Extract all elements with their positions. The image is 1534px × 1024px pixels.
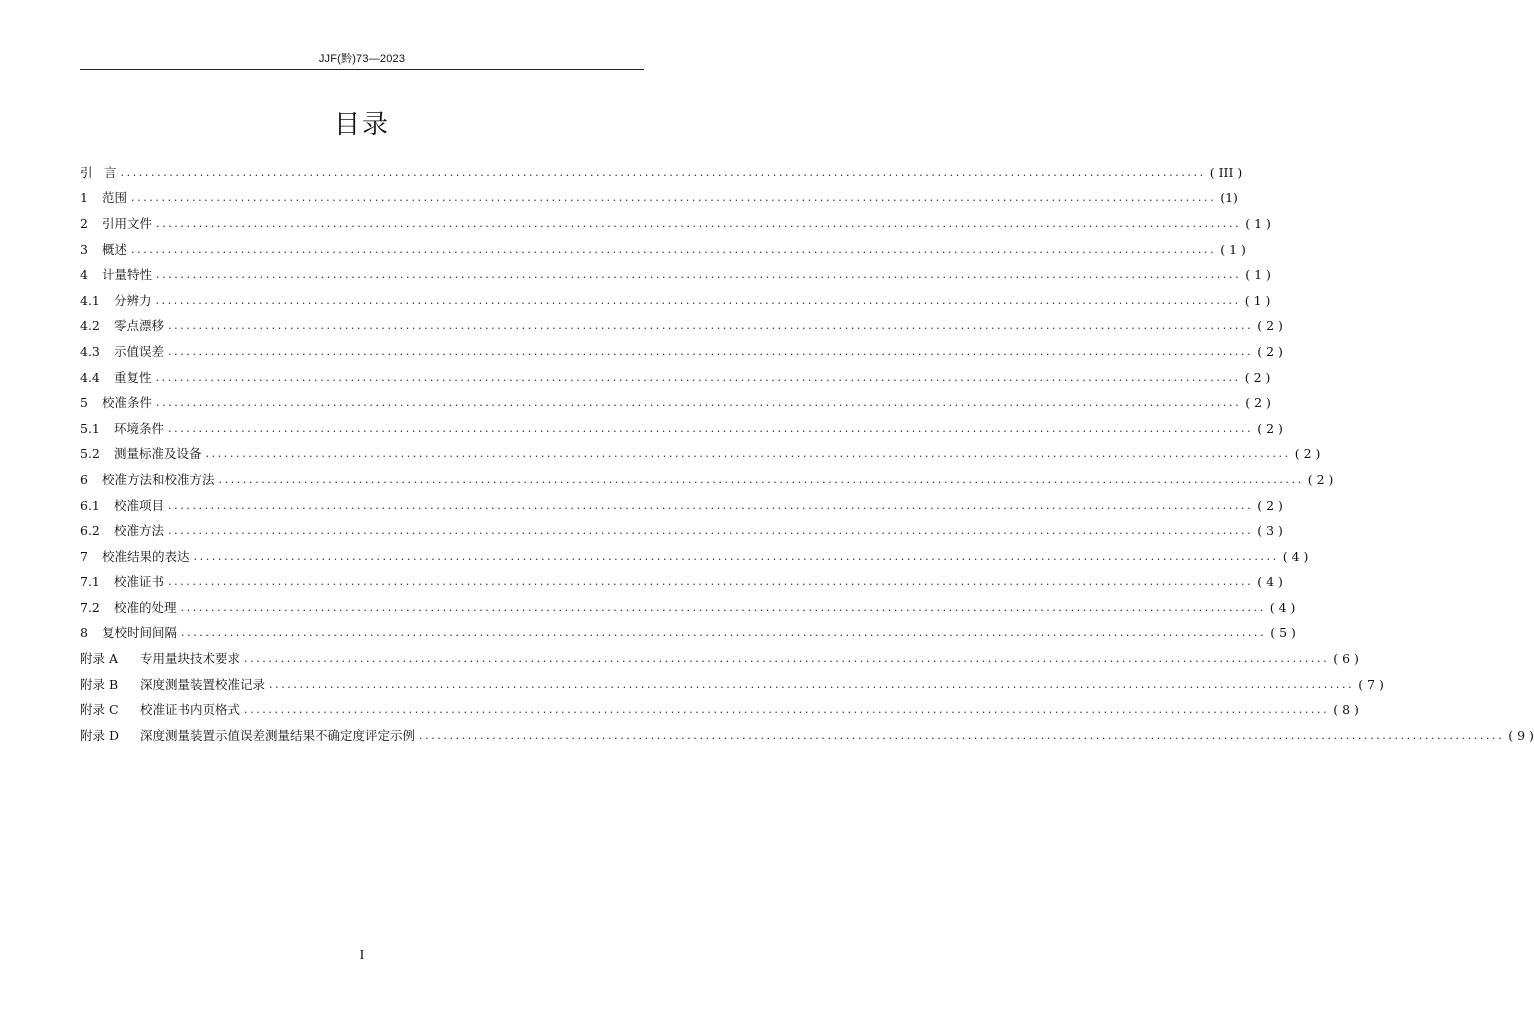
toc-entry-page: ( 4 ) xyxy=(1269,599,1296,615)
toc-entry-number: 3 xyxy=(80,241,88,257)
toc-entry[interactable] xyxy=(80,390,1271,416)
toc-leader-dots: .................................................................................................................................................................................. xyxy=(168,344,1254,358)
toc-entry-page: ( 2 ) xyxy=(1307,471,1334,487)
toc-entry[interactable] xyxy=(80,211,1271,237)
toc-entry-page: ( 8 ) xyxy=(1333,702,1359,718)
toc-leader-dots: .................................................................................................................................................................................. xyxy=(180,600,1266,614)
toc-entry[interactable] xyxy=(80,365,1271,391)
toc-entry-label: 校准证书内页格式 xyxy=(140,702,241,718)
toc-entry[interactable] xyxy=(80,186,1238,212)
toc-entry-number: 8 xyxy=(80,625,88,641)
toc-leader-dots: .................................................................................................................................................................................. xyxy=(419,728,1505,742)
toc-entry-number: 4.4 xyxy=(80,369,100,385)
toc-entry-number: 7.1 xyxy=(80,574,100,590)
toc-leader-dots: .................................................................................................................................................................................. xyxy=(131,191,1217,205)
toc-leader-dots: .................................................................................................................................................................................. xyxy=(156,268,1242,282)
toc-entry-label: 测量标准及设备 xyxy=(114,446,202,462)
toc-entry-page: ( 3 ) xyxy=(1257,523,1283,539)
toc-entry-page: ( 2 ) xyxy=(1294,446,1321,462)
toc-entry[interactable] xyxy=(80,697,1359,723)
toc-leader-dots: .................................................................................................................................................................................. xyxy=(205,447,1291,461)
page-number: I xyxy=(359,948,365,963)
toc-entry-label: 零点漂移 xyxy=(114,318,165,334)
toc-entry-label: 示值误差 xyxy=(114,343,165,359)
toc-entry[interactable] xyxy=(80,544,1309,570)
toc-entry-label: 校准方法 xyxy=(114,523,165,539)
toc-entry-number: 5.2 xyxy=(80,446,100,462)
toc-leader-dots: .................................................................................................................................................................................. xyxy=(168,575,1254,589)
toc-title: 目录 xyxy=(333,110,390,140)
toc-entry-page: ( 2 ) xyxy=(1245,395,1271,411)
toc-leader-dots: .................................................................................................................................................................................. xyxy=(269,677,1355,691)
toc-entry[interactable] xyxy=(80,160,1243,186)
toc-leader-dots: .................................................................................................................................................................................. xyxy=(168,498,1254,512)
toc-entry-number: 6.2 xyxy=(80,523,100,539)
toc-entry-page: ( 5 ) xyxy=(1270,625,1296,641)
toc-entry-label: 校准的处理 xyxy=(114,599,177,615)
toc-entry-number: 1 xyxy=(80,190,88,206)
toc-entry-label: 校准项目 xyxy=(114,497,165,513)
toc-entry[interactable] xyxy=(80,339,1283,365)
table-of-contents xyxy=(80,160,1534,749)
toc-entry-page: ( 9 ) xyxy=(1508,727,1534,743)
toc-entry-number: 附录 C xyxy=(80,702,119,718)
toc-entry-page: ( 6 ) xyxy=(1333,651,1359,667)
toc-entry-number: 附录 D xyxy=(80,727,119,743)
toc-entry[interactable] xyxy=(80,518,1283,544)
toc-entry-page: ( 1 ) xyxy=(1220,241,1246,257)
toc-entry-number: 7.2 xyxy=(80,599,100,615)
toc-entry[interactable] xyxy=(80,672,1384,698)
toc-entry-number: 6.1 xyxy=(80,497,100,513)
toc-leader-dots: .................................................................................................................................................................................. xyxy=(131,242,1217,256)
toc-entry-number: 5 xyxy=(80,395,88,411)
toc-entry-number: 5.1 xyxy=(80,420,100,436)
toc-leader-dots: .................................................................................................................................................................................. xyxy=(156,216,1242,230)
toc-leader-dots: .................................................................................................................................................................................. xyxy=(193,549,1279,563)
toc-entry-page: ( 1 ) xyxy=(1245,267,1271,283)
toc-entry-label: 复校时间间隔 xyxy=(102,625,178,641)
toc-entry[interactable] xyxy=(80,595,1296,621)
toc-entry-label: 引用文件 xyxy=(102,215,153,231)
toc-entry-label: 校准证书 xyxy=(114,574,165,590)
toc-entry-page: ( 4 ) xyxy=(1282,548,1309,564)
page-header-code: JJF(黔)73—2023 xyxy=(318,53,406,65)
toc-entry[interactable] xyxy=(80,467,1334,493)
toc-entry[interactable] xyxy=(80,314,1283,340)
toc-entry-label: 校准条件 xyxy=(102,395,153,411)
toc-entry-number: 6 xyxy=(80,471,88,487)
toc-entry-label: 校准结果的表达 xyxy=(102,548,190,564)
toc-entry[interactable] xyxy=(80,621,1296,647)
toc-entry-number: 附录 A xyxy=(80,651,119,667)
toc-entry-label: 范围 xyxy=(102,190,128,206)
toc-entry-number: 7 xyxy=(80,548,88,564)
toc-entry[interactable] xyxy=(80,570,1283,596)
toc-entry-label: 重复性 xyxy=(114,369,152,385)
toc-entry-page: ( 1 ) xyxy=(1245,215,1271,231)
toc-entry-page: ( 2 ) xyxy=(1257,497,1283,513)
toc-leader-dots: .................................................................................................................................................................................. xyxy=(155,370,1241,384)
toc-entry[interactable] xyxy=(80,493,1283,519)
toc-entry[interactable] xyxy=(80,288,1271,314)
toc-entry-page: ( 1 ) xyxy=(1244,292,1271,308)
toc-entry-label: 计量特性 xyxy=(102,267,153,283)
toc-entry-label: 概述 xyxy=(102,241,128,257)
toc-entry[interactable] xyxy=(80,646,1359,672)
toc-entry-number: 4.2 xyxy=(80,318,100,334)
toc-leader-dots: .................................................................................................................................................................................. xyxy=(155,293,1241,307)
toc-entry[interactable] xyxy=(80,237,1246,263)
toc-entry-page: ( 4 ) xyxy=(1257,574,1283,590)
toc-entry-label: 环境条件 xyxy=(114,420,165,436)
toc-entry[interactable] xyxy=(80,442,1321,468)
toc-entry-page: (1) xyxy=(1220,190,1238,206)
toc-entry-number: 4 xyxy=(80,267,88,283)
toc-leader-dots: .................................................................................................................................................................................. xyxy=(168,524,1254,538)
toc-leader-dots: .................................................................................................................................................................................. xyxy=(181,626,1267,640)
toc-entry-page: ( 2 ) xyxy=(1244,369,1271,385)
toc-entry-page: ( 2 ) xyxy=(1257,420,1283,436)
header-rule xyxy=(80,69,644,70)
toc-entry-number: 附录 B xyxy=(80,676,119,692)
toc-entry-label: 言 xyxy=(104,164,117,180)
toc-entry-label: 分辨力 xyxy=(114,292,152,308)
toc-leader-dots: .................................................................................................................................................................................. xyxy=(168,421,1254,435)
toc-entry-page: ( 2 ) xyxy=(1257,318,1283,334)
toc-entry[interactable] xyxy=(80,723,1534,749)
toc-leader-dots: .................................................................................................................................................................................. xyxy=(120,165,1206,179)
toc-entry-number: 4.3 xyxy=(80,343,100,359)
toc-entry-page: ( 2 ) xyxy=(1257,343,1283,359)
toc-leader-dots: .................................................................................................................................................................................. xyxy=(244,652,1330,666)
toc-leader-dots: .................................................................................................................................................................................. xyxy=(168,319,1254,333)
toc-entry-page: ( III ) xyxy=(1209,164,1243,180)
toc-entry-number: 2 xyxy=(80,215,88,231)
toc-entry-label: 深度测量装置示值误差测量结果不确定度评定示例 xyxy=(140,727,416,743)
toc-entry[interactable] xyxy=(80,262,1271,288)
toc-leader-dots: .................................................................................................................................................................................. xyxy=(244,703,1330,717)
toc-leader-dots: .................................................................................................................................................................................. xyxy=(218,472,1304,486)
toc-entry-number: 引 xyxy=(80,164,93,180)
toc-entry-label: 校准方法和校准方法 xyxy=(102,471,215,487)
toc-leader-dots: .................................................................................................................................................................................. xyxy=(156,396,1242,410)
toc-entry-number: 4.1 xyxy=(80,292,100,308)
toc-entry-label: 专用量块技术要求 xyxy=(140,651,241,667)
toc-entry[interactable] xyxy=(80,416,1283,442)
toc-entry-page: ( 7 ) xyxy=(1358,676,1384,692)
toc-entry-label: 深度测量装置校准记录 xyxy=(140,676,266,692)
